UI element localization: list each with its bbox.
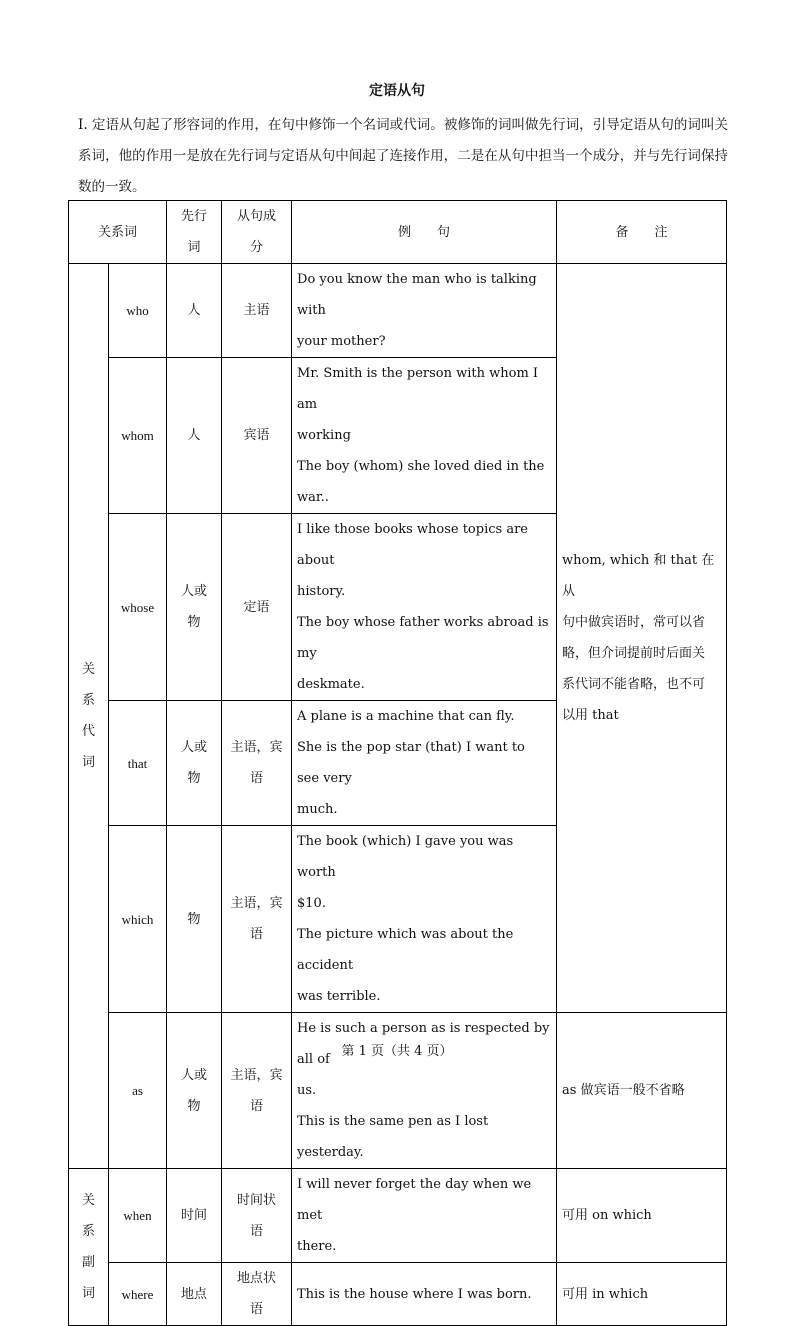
example-cell: He is such a person as is respected by all of us. This is the same pen as I lost yesterday. <box>292 1013 557 1169</box>
antecedent-cell: 物 <box>167 826 222 1013</box>
relative-clause-table <box>68 200 727 1326</box>
role-cell: 地点状 语 <box>222 1263 292 1326</box>
note-cell-omission: whom, which 和 that 在从 句中做宾语时，常可以省 略，但介词提前时后面关 系代词不能省略，也不可 以用 that <box>557 264 727 1013</box>
table-row <box>69 1013 727 1169</box>
header-note: 备 注 <box>557 201 727 264</box>
antecedent-cell: 人 <box>167 264 222 358</box>
relative-word-cell: whose <box>109 514 167 701</box>
relative-word-cell: when <box>109 1169 167 1263</box>
example-cell: This is the house where I was born. <box>292 1263 557 1326</box>
role-cell: 主语，宾 语 <box>222 1013 292 1169</box>
relative-word-cell: who <box>109 264 167 358</box>
role-cell: 主语 <box>222 264 292 358</box>
header-antecedent: 先行 词 <box>167 201 222 264</box>
relative-word-cell: whom <box>109 358 167 514</box>
header-relative: 关系词 <box>69 201 167 264</box>
example-cell: Mr. Smith is the person with whom I am working The boy (whom) she loved died in the war.. <box>292 358 557 514</box>
relative-word-cell: where <box>109 1263 167 1326</box>
page-footer: 第 1 页（共 4 页） <box>341 1044 453 1059</box>
role-cell: 宾语 <box>222 358 292 514</box>
relative-word-cell: which <box>109 826 167 1013</box>
antecedent-cell: 人 <box>167 358 222 514</box>
group-relative-adverb: 关 系 副 词 <box>69 1169 109 1326</box>
table-row <box>69 264 727 358</box>
antecedent-cell: 人或 物 <box>167 514 222 701</box>
page-title: 定语从句 <box>369 83 425 99</box>
example-cell: Do you know the man who is talking with your mother? <box>292 264 557 358</box>
role-cell: 时间状 语 <box>222 1169 292 1263</box>
group-relative-pronoun: 关 系 代 词 <box>69 264 109 1169</box>
example-cell: I will never forget the day when we met there. <box>292 1169 557 1263</box>
role-cell: 定语 <box>222 514 292 701</box>
relative-word-cell: that <box>109 701 167 826</box>
antecedent-cell: 地点 <box>167 1263 222 1326</box>
intro-paragraph: I. 定语从句起了形容词的作用，在句中修饰一个名词或代词。被修饰的词叫做先行词，引导定语从句的词叫关系词，他的作用一是放在先行词与定语从句中间起了连接作用，二是在从句中担当一个成分，并与先行词保持数的一致。 <box>78 117 728 195</box>
note-cell-as: as 做宾语一般不省略 <box>557 1013 727 1169</box>
antecedent-cell: 时间 <box>167 1169 222 1263</box>
note-cell: 可用 on which <box>557 1169 727 1263</box>
header-example: 例 句 <box>292 201 557 264</box>
table-row <box>69 1263 727 1326</box>
relative-word-cell: as <box>109 1013 167 1169</box>
header-role: 从句成 分 <box>222 201 292 264</box>
antecedent-cell: 人或 物 <box>167 1013 222 1169</box>
example-cell: A plane is a machine that can fly. She is the pop star (that) I want to see very much. <box>292 701 557 826</box>
table-row <box>69 1169 727 1263</box>
role-cell: 主语，宾 语 <box>222 701 292 826</box>
example-cell: The book (which) I gave you was worth $10. The picture which was about the accident was terrible. <box>292 826 557 1013</box>
example-cell: I like those books whose topics are about history. The boy whose father works abroad is my deskmate. <box>292 514 557 701</box>
note-cell: 可用 in which <box>557 1263 727 1326</box>
antecedent-cell: 人或 物 <box>167 701 222 826</box>
table-header-row <box>69 201 727 264</box>
role-cell: 主语，宾 语 <box>222 826 292 1013</box>
